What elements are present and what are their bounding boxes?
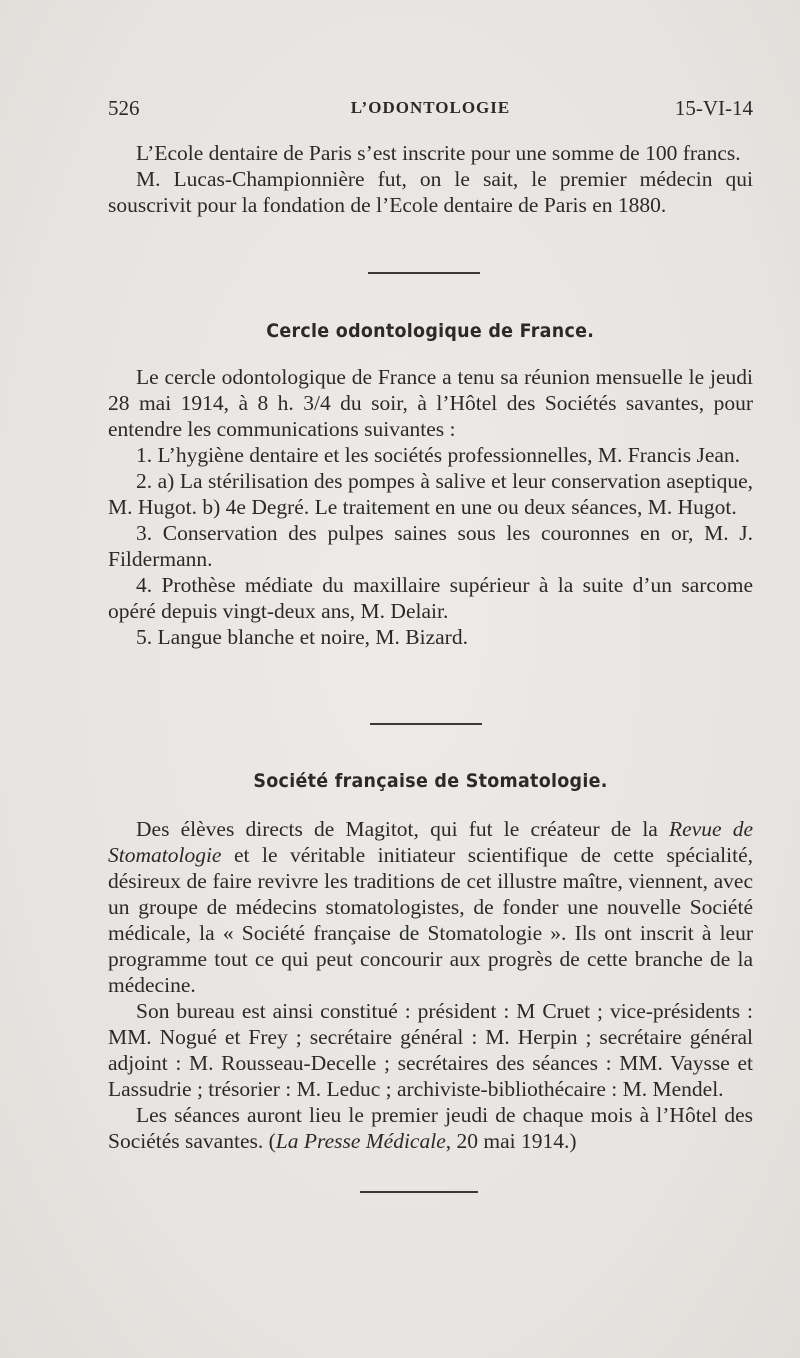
section-title-societe: Société française de Stomatologie. (253, 770, 608, 792)
journal-title: Revue de Stomatologie (108, 817, 753, 867)
cercle-item: 5. Langue blanche et noire, M. Bizard. (136, 625, 468, 649)
section-divider (368, 272, 480, 274)
page-number: 526 (108, 96, 140, 120)
cercle-item: 3. Conservation des pulpes saines sous les couronnes en or, M. J. Fildermann. (108, 521, 753, 571)
source-title: La Presse Médicale (275, 1129, 446, 1153)
cercle-block (108, 364, 753, 650)
intro-paragraph-2: M. Lucas-Championnière fut, on le sait, le premier médecin qui souscrivit pour la fondation de l’Ecole dentaire de Paris en 1880. (108, 167, 753, 217)
cercle-item: 4. Prothèse médiate du maxillaire supérieur à la suite d’un sarcome opéré depuis vingt-deux ans, M. Delair. (108, 573, 753, 623)
section-title-cercle: Cercle odontologique de France. (266, 320, 595, 342)
cercle-intro: Le cercle odontologique de France a tenu sa réunion mensuelle le jeudi 28 mai 1914, à 8 h. 3/4 du soir, à l’Hôtel des Sociétés savantes, pour entendre les communications suivantes : (108, 365, 753, 441)
societe-paragraph-1: Des élèves directs de Magitot, qui fut le créateur de la Revue de Stomatologie et le véritable initiateur scientifique de cette spécialité, désireux de faire revivre les traditions de cet illustre maître, viennent, avec un groupe de médecins stomatologistes, de fonder une nouvelle Société médicale, la « Société française de Stomatologie ». Ils ont inscrit à leur programme tout ce qui peut concourir aux progrès de cette branche de la médecine. (108, 817, 753, 997)
cercle-item: 2. a) La stérilisation des pompes à salive et leur conservation aseptique, M. Hugot. b) 4e Degré. Le traitement en une ou deux séances, M. Hugot. (108, 469, 753, 519)
intro-block (108, 140, 753, 218)
section-divider (370, 723, 482, 725)
section-divider (360, 1191, 478, 1193)
intro-paragraph-1: L’Ecole dentaire de Paris s’est inscrite pour une somme de 100 francs. (136, 141, 741, 165)
issue-date: 15-VI-14 (674, 96, 753, 120)
societe-block (108, 816, 753, 1154)
page-header (108, 96, 753, 126)
cercle-item: 1. L’hygiène dentaire et les sociétés professionnelles, M. Francis Jean. (136, 443, 741, 467)
societe-paragraph-2: Son bureau est ainsi constitué : président : M Cruet ; vice-présidents : MM. Nogué et Frey ; secrétaire général : M. Herpin ; secrétaire général adjoint : M. Rousseau-Decelle ; secrétaires des séances : MM. Vaysse et Lassudrie ; trésorier : M. Leduc ; archiviste-bibliothécaire : M. Mendel. (108, 999, 753, 1101)
running-title: L’ODONTOLOGIE (350, 98, 511, 117)
societe-paragraph-3: Les séances auront lieu le premier jeudi de chaque mois à l’Hôtel des Sociétés savantes. (La Presse Médicale, 20 mai 1914.) (108, 1103, 753, 1153)
